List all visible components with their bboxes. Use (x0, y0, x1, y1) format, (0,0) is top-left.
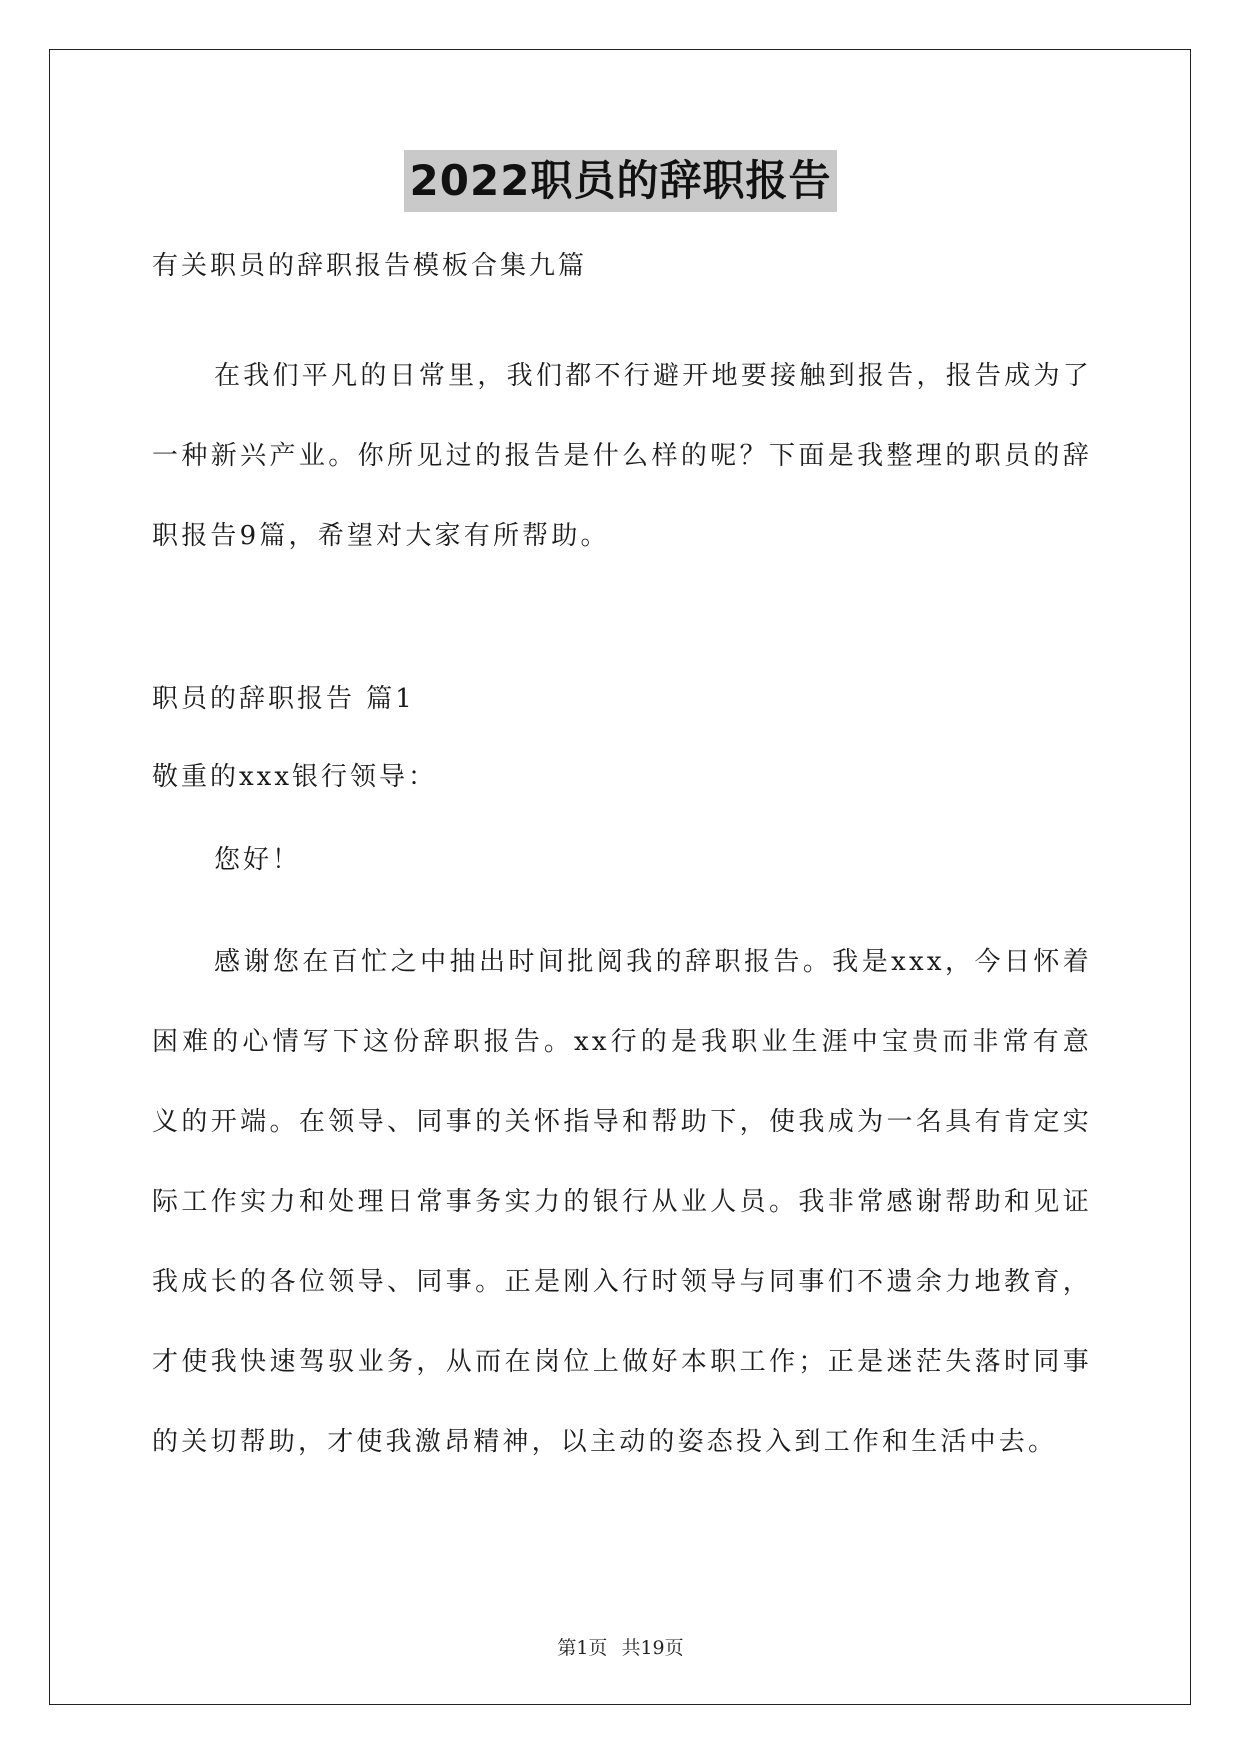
page-footer (0, 1636, 1241, 1660)
page-number: 第1页 (557, 1637, 608, 1659)
body-paragraph: 感谢您在百忙之中抽出时间批阅我的辞职报告。我是xxx，今日怀着困难的心情写下这份辞职报告。xx行的是我职业生涯中宝贵而非常有意义的开端。在领导、同事的关怀指导和帮助下，使我成为一名具有肯定实际工作实力和处理日常事务实力的银行从业人员。我非常感谢帮助和见证我成长的各位领导、同事。正是刚入行时领导与同事们不遗余力地教育，才使我快速驾驭业务，从而在岗位上做好本职工作；正是迷茫失落时同事的关切帮助，才使我激昂精神，以主动的姿态投入到工作和生活中去。 (152, 947, 1092, 1457)
salutation: 敬重的xxx银行领导： (152, 762, 437, 792)
document-subtitle: 有关职员的辞职报告模板合集九篇 (152, 251, 588, 281)
intro-paragraph: 在我们平凡的日常里，我们都不行避开地要接触到报告，报告成为了一种新兴产业。你所见过的报告是什么样的呢？下面是我整理的职员的辞职报告9篇，希望对大家有所帮助。 (152, 361, 1092, 551)
section-heading: 职员的辞职报告 篇1 (152, 684, 415, 714)
document-title: 2022职员的辞职报告 (404, 150, 838, 212)
page-total: 共19页 (621, 1637, 684, 1659)
greeting: 您好！ (214, 845, 302, 875)
title-container (0, 150, 1241, 212)
